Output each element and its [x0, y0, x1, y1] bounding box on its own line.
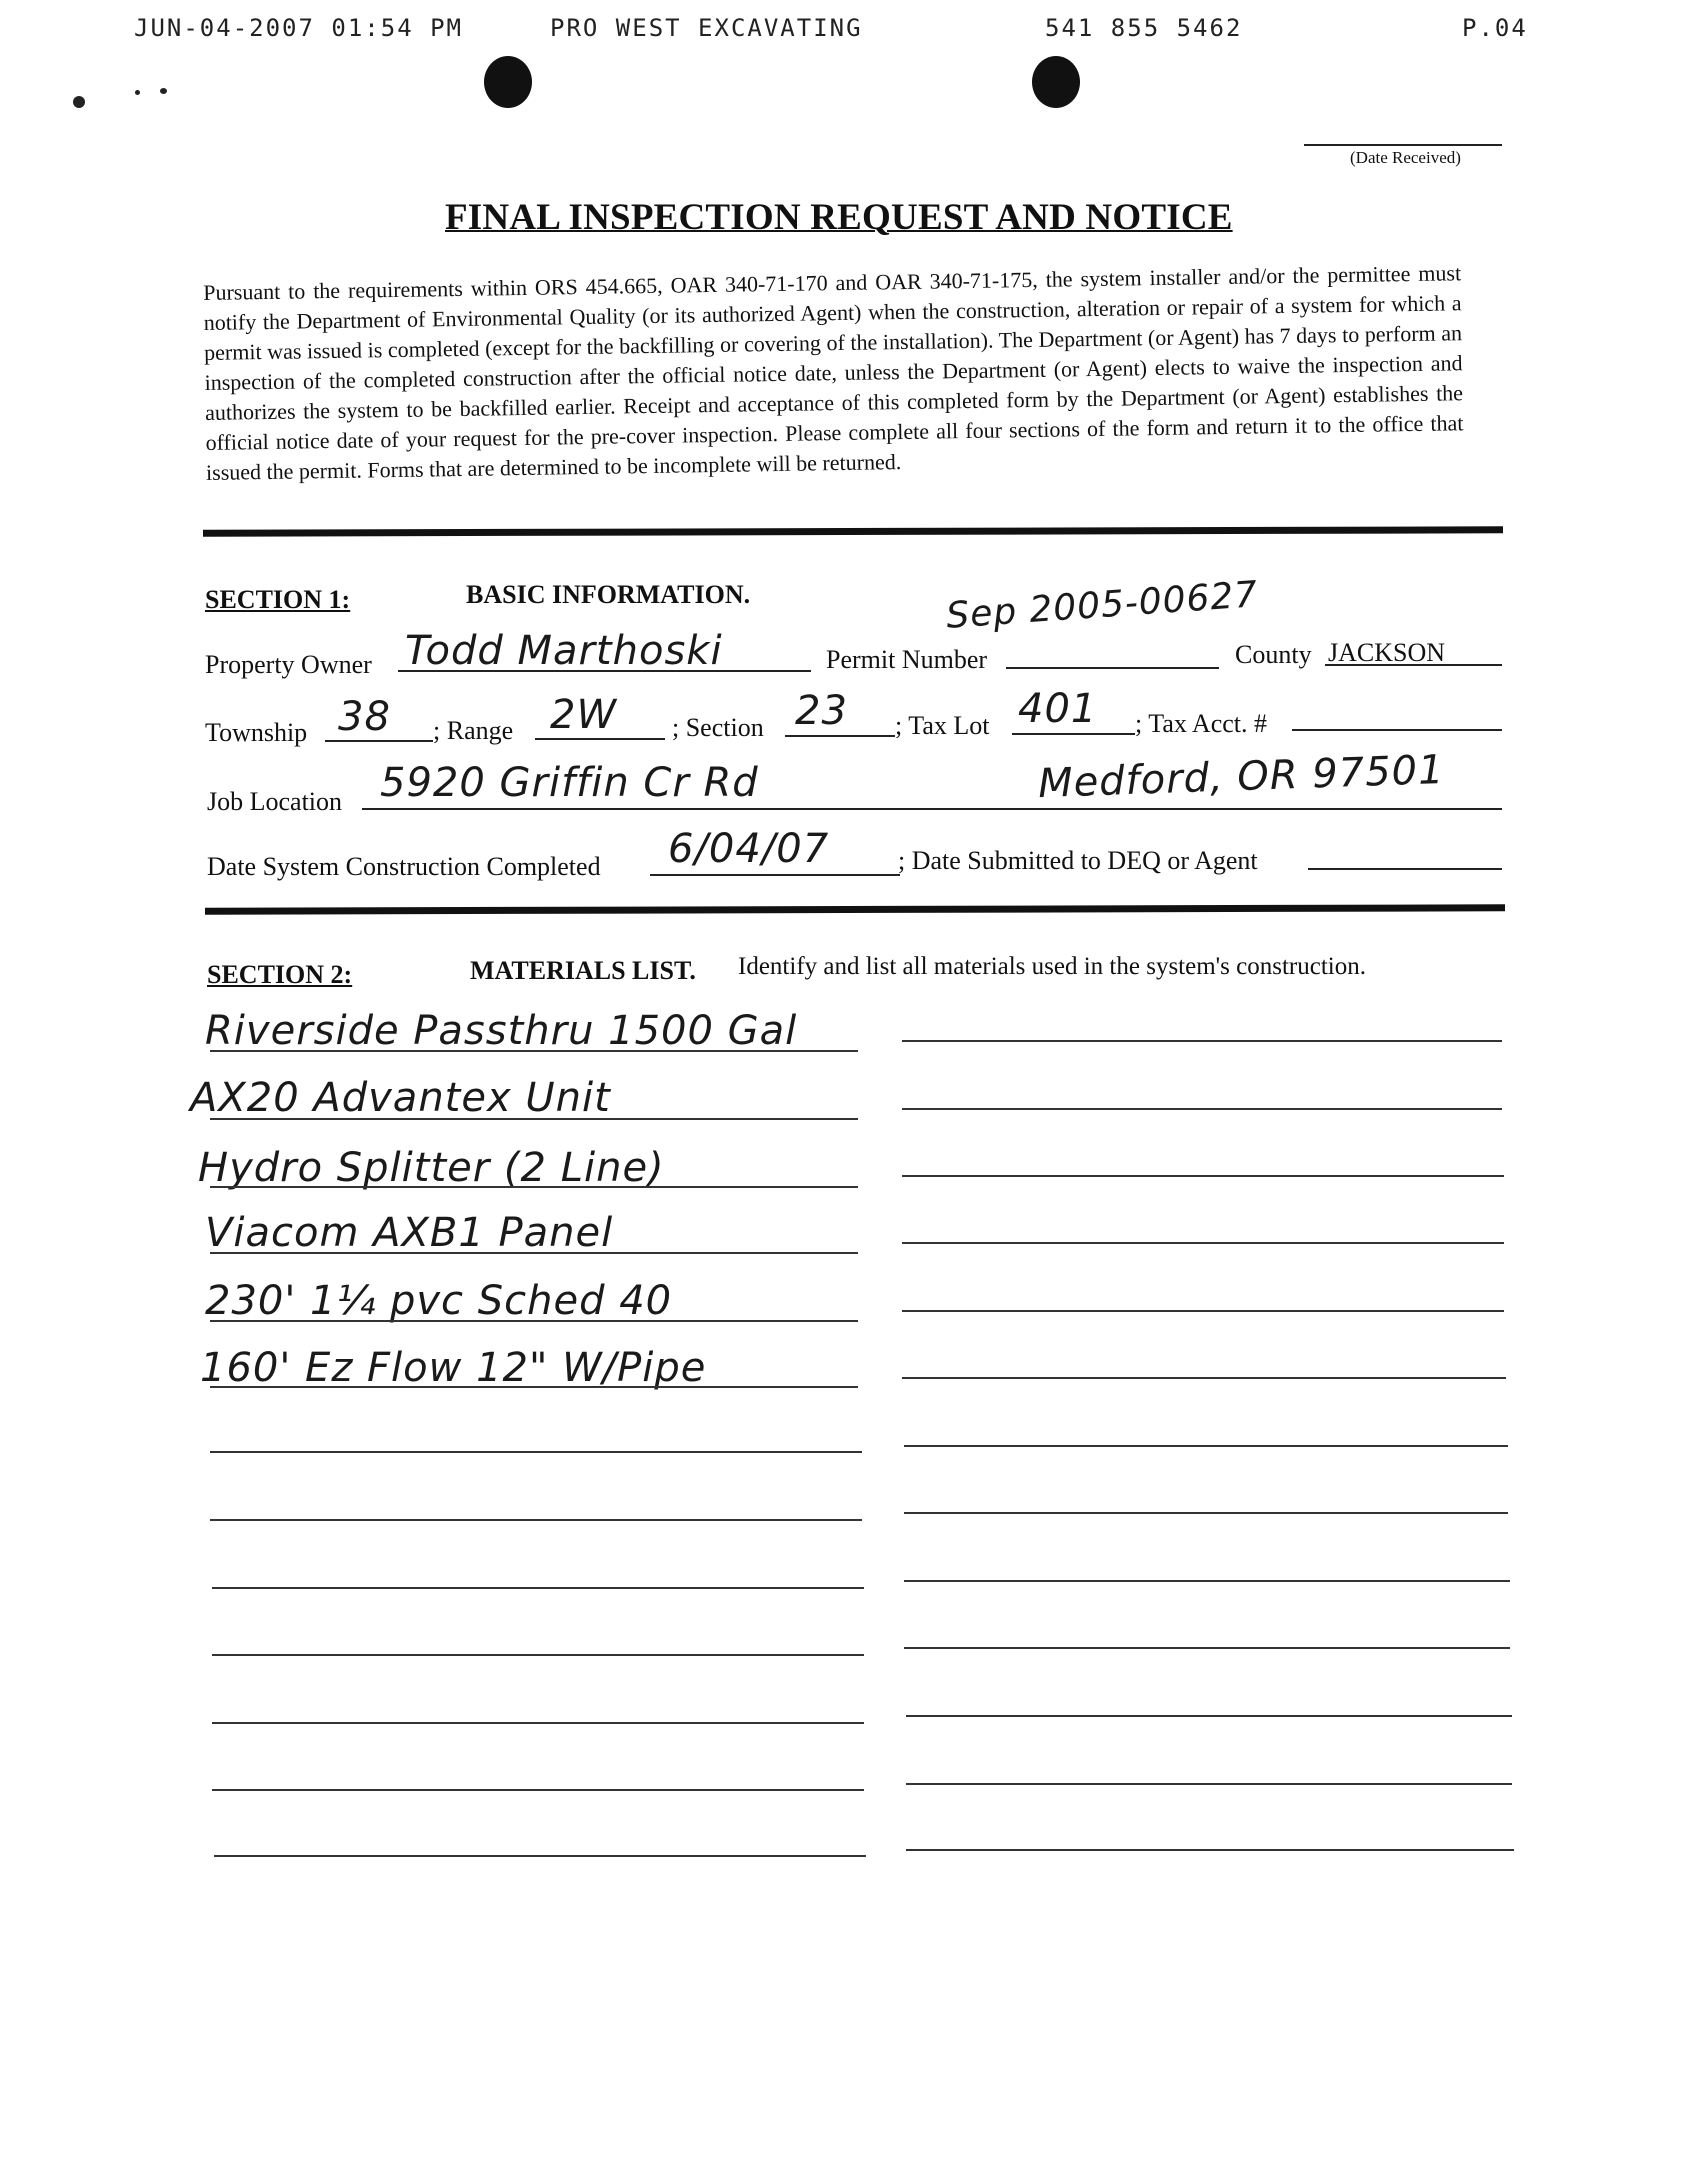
materials-line-left [212, 1654, 864, 1656]
punch-hole [1032, 56, 1080, 108]
materials-line-left [210, 1186, 858, 1188]
section-line [785, 735, 895, 737]
material-item: 160' Ez Flow 12" W/Pipe [200, 1345, 707, 1391]
divider-rule [205, 904, 1505, 914]
materials-line-right [902, 1310, 1504, 1312]
job-location-line [362, 808, 1502, 810]
section-value: 23 [795, 688, 848, 734]
intro-paragraph: Pursuant to the requirements within ORS 454.665, OAR 340-71-170 and OAR 340-71-175, the system installer and/or the permittee must notify the Department of Environmental Quality (or its authorized Agent) when the construction, alteration or repair of a system for which a permit was issued is completed (except for the backfilling or covering of the installation). The Department (or Agent) has 7 days to perform an inspection of the completed construction after the official notice date, unless the Department (or Agent) elects to waive the inspection and authorizes the system to be backfilled earlier. Receipt and acceptance of this completed form by the Department (or Agent) establishes the official notice date of your request for the pre-cover inspection. Please complete all four sections of the form and return it to the office that issued the permit. Forms that are determined to be incomplete will be returned. [203, 260, 1464, 485]
form-title: FINAL INSPECTION REQUEST AND NOTICE [445, 197, 1233, 238]
tax-lot-line [1012, 733, 1135, 735]
material-item: AX20 Advantex Unit [190, 1075, 611, 1121]
materials-line-right [902, 1040, 1502, 1042]
range-label: ; Range [433, 716, 514, 745]
materials-line-left [210, 1386, 858, 1388]
township-line [325, 740, 433, 742]
materials-line-right [906, 1715, 1512, 1717]
materials-line-left [210, 1118, 858, 1120]
scan-speck [135, 90, 140, 95]
fax-phone: 541 855 5462 [1045, 14, 1243, 42]
materials-line-right [902, 1377, 1506, 1379]
materials-line-right [902, 1175, 1504, 1177]
date-received-line [1304, 144, 1502, 146]
section-label: ; Section [672, 713, 764, 742]
materials-line-left [210, 1519, 862, 1521]
job-location-value: 5920 Griffin Cr Rd [380, 760, 759, 806]
material-item: Riverside Passthru 1500 Gal [205, 1008, 798, 1054]
materials-line-left [210, 1252, 858, 1254]
materials-line-right [906, 1849, 1514, 1851]
materials-line-left [212, 1789, 864, 1791]
materials-line-right [906, 1783, 1512, 1785]
fax-datetime: JUN-04-2007 01:54 PM [134, 14, 463, 42]
county-label: County [1235, 640, 1312, 669]
county-value: JACKSON [1328, 638, 1446, 667]
materials-line-right [902, 1242, 1504, 1244]
job-location-city: Medford, OR 97501 [1037, 746, 1446, 808]
divider-rule [203, 526, 1503, 536]
permit-number-label: Permit Number [826, 645, 988, 674]
materials-line-left [212, 1587, 864, 1589]
materials-line-right [904, 1445, 1508, 1447]
fax-sender: PRO WEST EXCAVATING [550, 14, 863, 42]
permit-number-line [1006, 667, 1219, 669]
tax-lot-value: 401 [1018, 686, 1098, 732]
scan-speck [73, 96, 85, 108]
materials-line-left [210, 1320, 858, 1322]
date-completed-line [650, 874, 900, 876]
tax-lot-label: ; Tax Lot [895, 711, 990, 740]
section2-label: SECTION 2: [207, 960, 353, 989]
section2-instructions: Identify and list all materials used in the system's construction. [738, 953, 1366, 980]
section1-label: SECTION 1: [205, 585, 351, 614]
section1-name: BASIC INFORMATION. [466, 580, 751, 609]
property-owner-label: Property Owner [205, 650, 372, 679]
material-item: Hydro Splitter (2 Line) [198, 1145, 665, 1191]
fax-header [0, 14, 1696, 44]
material-item: Viacom AXB1 Panel [205, 1210, 614, 1256]
materials-line-left [210, 1050, 858, 1052]
tax-acct-label: ; Tax Acct. # [1135, 709, 1268, 738]
range-line [535, 738, 665, 740]
township-value: 38 [338, 694, 391, 740]
permit-number-value: Sep 2005-00627 [944, 574, 1260, 637]
materials-line-right [904, 1512, 1508, 1514]
date-completed-value: 6/04/07 [668, 826, 830, 872]
punch-hole [484, 56, 532, 108]
materials-line-left [210, 1451, 862, 1453]
material-item: 230' 1¼ pvc Sched 40 [205, 1278, 673, 1324]
date-received-label: (Date Received) [1350, 148, 1461, 167]
materials-line-left [212, 1722, 864, 1724]
scan-speck [160, 88, 167, 94]
tax-acct-line [1292, 729, 1502, 731]
range-value: 2W [550, 692, 617, 738]
section2-name: MATERIALS LIST. [470, 956, 696, 985]
materials-line-left [214, 1855, 866, 1857]
township-label: Township [205, 718, 308, 747]
fax-page-number: P.04 [1462, 14, 1528, 42]
materials-line-right [904, 1647, 1510, 1649]
property-owner-value: Todd Marthoski [405, 628, 723, 674]
date-submitted-label: ; Date Submitted to DEQ or Agent [898, 846, 1258, 875]
materials-line-right [904, 1580, 1510, 1582]
materials-line-right [902, 1108, 1502, 1110]
job-location-label: Job Location [207, 787, 343, 816]
date-submitted-line [1308, 868, 1502, 870]
date-completed-label: Date System Construction Completed [207, 852, 601, 881]
